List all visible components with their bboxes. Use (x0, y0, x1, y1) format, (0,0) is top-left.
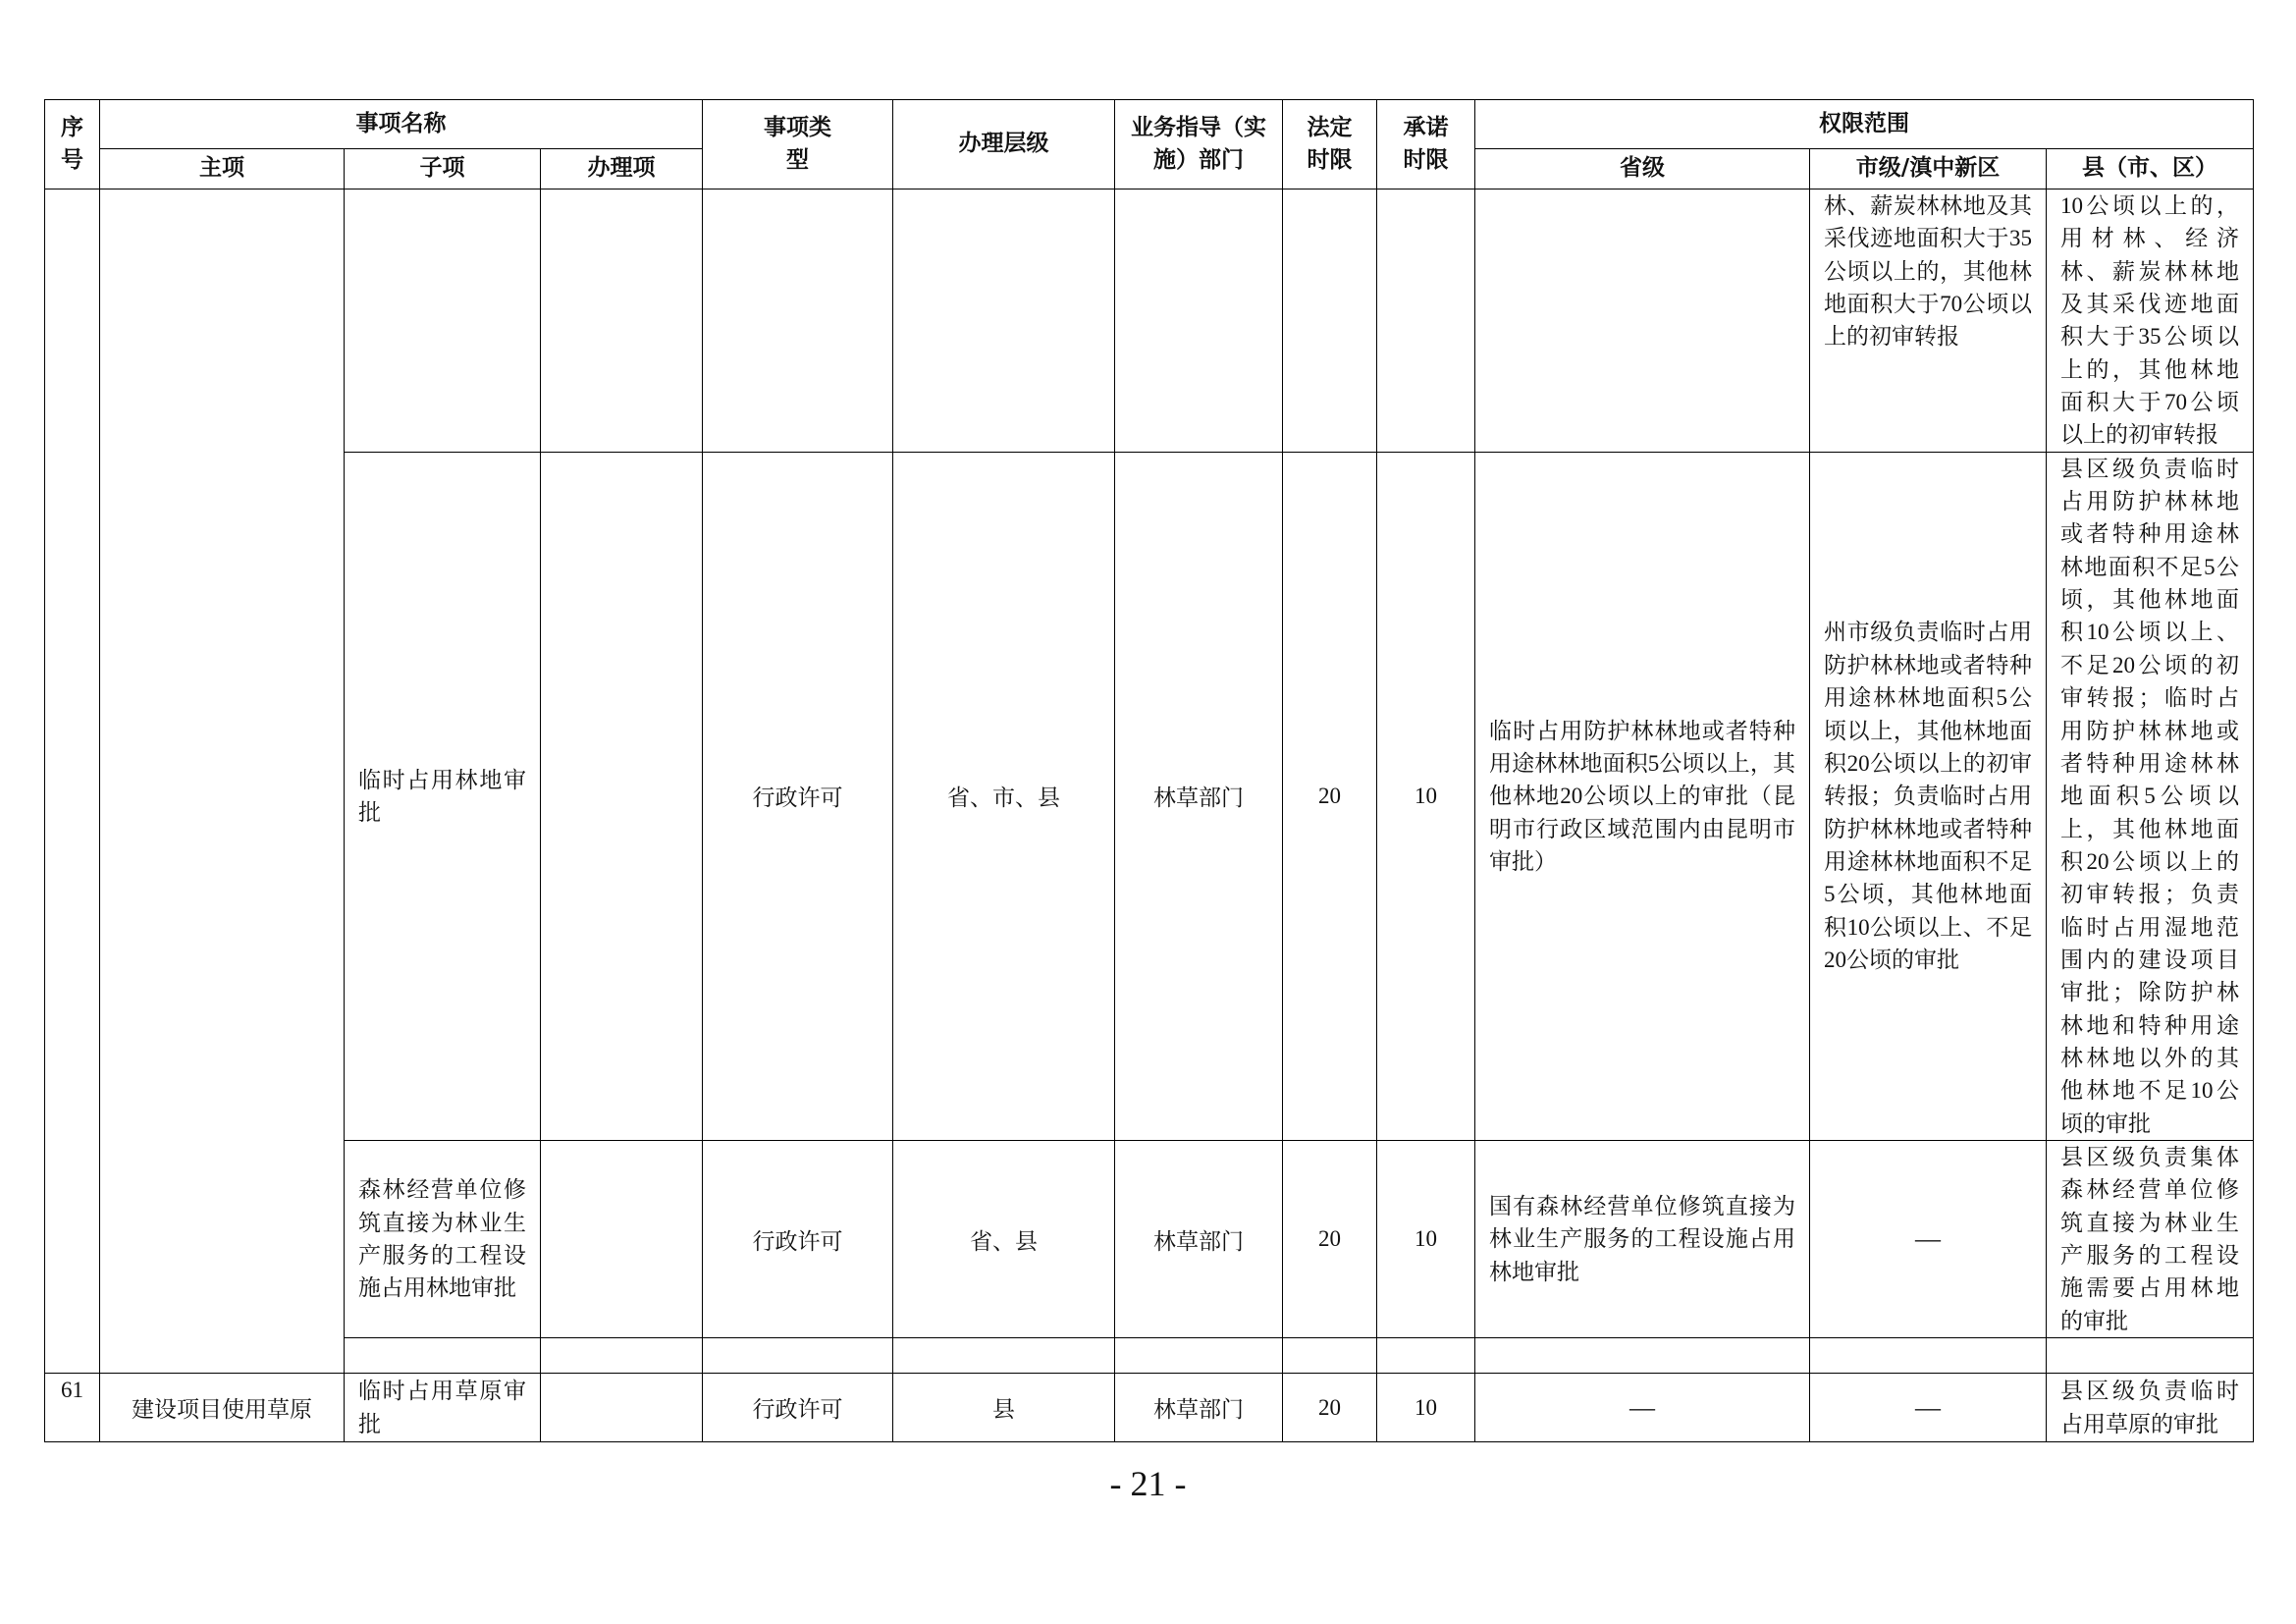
handling-item-cell (541, 452, 703, 1140)
table-row (45, 1374, 2254, 1442)
header-row-1 (45, 100, 2254, 149)
legal-limit-cell: 20 (1283, 1140, 1377, 1337)
county-scope-cell: 县区级负责临时占用防护林林地或者特种用途林林地面积不足5公顷，其他林地面积10公顷以上、不足20公顷的初审转报；临时占用防护林林地或者特种用途林林地面积5公顷以上，其他林地面积20公顷以上的初审转报；负责临时占用湿地范围内的建设项目审批；除防护林林地和特种用途林林地以外的其他林地不足10公顷的审批 (2047, 452, 2254, 1140)
handling-item-cell (541, 1374, 703, 1442)
city-scope-cell: — (1810, 1140, 2047, 1337)
header-city: 市级/滇中新区 (1810, 149, 2047, 189)
province-cell (1475, 189, 1810, 453)
main-item-cell: 建设项目使用草原 (100, 1374, 345, 1442)
header-item-type: 事项类型 (703, 100, 893, 189)
promise-limit-cell: 10 (1377, 1140, 1475, 1337)
item-type-cell (703, 189, 893, 453)
header-province: 省级 (1475, 149, 1810, 189)
legal-limit-cell: 20 (1283, 1374, 1377, 1442)
province-scope-cell: 临时占用防护林林地或者特种用途林林地面积5公顷以上，其他林地20公顷以上的审批（昆明市行政区域范围内由昆明市审批） (1475, 452, 1810, 1140)
header-dept: 业务指导（实施）部门 (1115, 100, 1283, 189)
header-main-item: 主项 (100, 149, 345, 189)
handling-item-cell (541, 189, 703, 453)
item-type-cell: 行政许可 (703, 1374, 893, 1442)
level-cell: 县 (893, 1374, 1115, 1442)
header-item-name: 事项名称 (100, 100, 703, 149)
county-scope-cell: 10公顷以上的，用材林、经济林、薪炭林林地及其采伐迹地面积大于35公顷以上的，其他林地面积大于70公顷以上的初审转报 (2047, 189, 2254, 453)
header-sub-item: 子项 (345, 149, 541, 189)
handling-item-cell (541, 1140, 703, 1337)
header-level: 办理层级 (893, 100, 1115, 189)
table-row (45, 189, 2254, 453)
header-legal-limit: 法定时限 (1283, 100, 1377, 189)
header-handling-item: 办理项 (541, 149, 703, 189)
header-scope: 权限范围 (1475, 100, 2254, 149)
promise-limit-cell (1377, 189, 1475, 453)
province-scope-cell: — (1475, 1374, 1810, 1442)
city-scope-cell: 林、薪炭林林地及其采伐迹地面积大于35公顷以上的，其他林地面积大于70公顷以上的初审转报 (1810, 189, 2047, 453)
header-county: 县（市、区） (2047, 149, 2254, 189)
county-scope-cell: 县区级负责集体森林经营单位修筑直接为林业生产服务的工程设施需要占用林地的审批 (2047, 1140, 2254, 1337)
legal-limit-cell (1283, 189, 1377, 453)
dept-cell (1115, 189, 1283, 453)
dept-cell: 林草部门 (1115, 1140, 1283, 1337)
dept-cell: 林草部门 (1115, 1374, 1283, 1442)
level-cell: 省、市、县 (893, 452, 1115, 1140)
sub-item-cell: 临时占用林地审批 (345, 452, 541, 1140)
county-scope-cell: 县区级负责临时占用草原的审批 (2047, 1374, 2254, 1442)
sub-item-cell: 临时占用草原审批 (345, 1374, 541, 1442)
legal-limit-cell: 20 (1283, 452, 1377, 1140)
main-item-cell (100, 189, 345, 1374)
table-row (45, 1140, 2254, 1337)
header-promise-limit: 承诺时限 (1377, 100, 1475, 189)
city-scope-cell: 州市级负责临时占用防护林林地或者特种用途林林地面积5公顷以上，其他林地面积20公顷以上的初审转报；负责临时占用防护林林地或者特种用途林林地面积不足5公顷，其他林地面积10公顷以上、不足20公顷的审批 (1810, 452, 2047, 1140)
level-cell (893, 189, 1115, 453)
dept-cell: 林草部门 (1115, 452, 1283, 1140)
item-type-cell: 行政许可 (703, 452, 893, 1140)
promise-limit-cell: 10 (1377, 1374, 1475, 1442)
table-row (45, 452, 2254, 1140)
sub-item-cell: 森林经营单位修筑直接为林业生产服务的工程设施占用林地审批 (345, 1140, 541, 1337)
page-number: - 21 - (1109, 1464, 1187, 1503)
header-seq: 序号 (45, 100, 100, 189)
province-scope-cell: 国有森林经营单位修筑直接为林业生产服务的工程设施占用林地审批 (1475, 1140, 1810, 1337)
authority-table (44, 99, 2254, 1442)
spacer-row (45, 1338, 2254, 1374)
item-type-cell: 行政许可 (703, 1140, 893, 1337)
promise-limit-cell: 10 (1377, 452, 1475, 1140)
seq-cell: 61 (45, 1374, 100, 1442)
seq-cell (45, 189, 100, 1374)
sub-item-cell (345, 189, 541, 453)
level-cell: 省、县 (893, 1140, 1115, 1337)
city-scope-cell: — (1810, 1374, 2047, 1442)
